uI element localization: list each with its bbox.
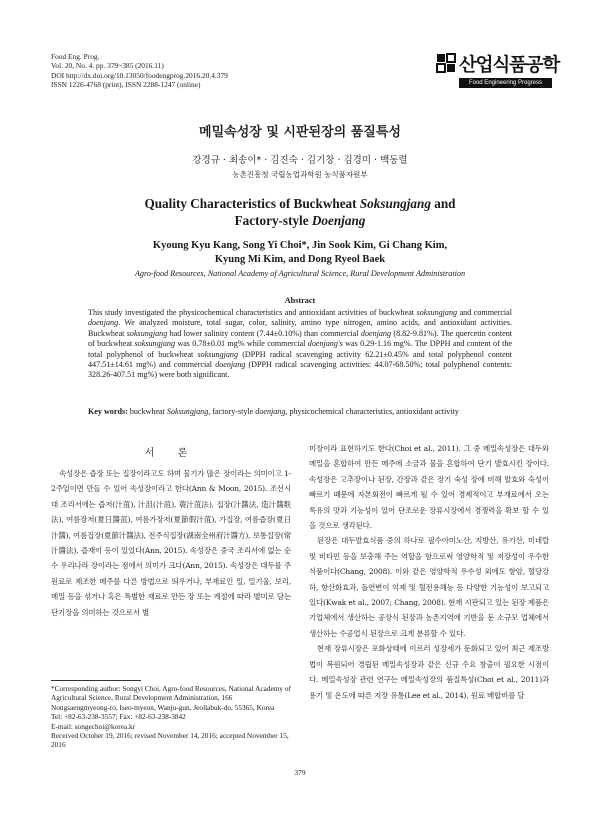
logo-text: 산업식품공학 [459,55,560,76]
abstract-body: This study investigated the physicochemical characteristics and antioxidant activities of buckwheat soksungjang and commercial doenjang. We analyzed moisture, total sugar, color, salinity, amino type nitrogen, amino acids, and antioxidant activities. Buckwheat soksungjang had lower salinity content (7.44±0.10%) than commercial doenjang (8.82-9.81%). The quercetin content of buckwheat soksungjang was 0.78±0.01 mg% while commercial doenjang's was 0.29-1.16 mg%. The DPPH and content of the total polyphenol of buckwheat soksungjang (DPPH radical scavenging activity 62.21±0.45% and total polyphenol content 447.51±14.61 mg%) and commercial doenjang (DPPH radical scavenging activities: 44.07-68.50%; total polyphenol contents: 328.26-407.51 mg%) were both significant. [88,308,513,380]
body-right-column [309,441,549,703]
title-english-line1: Quality Characteristics of Buckwheat Soksungjang and [144,196,456,211]
paragraph: 현재 장류시장은 포화상태에 이르러 성장세가 둔화되고 있어 최근 제조방법이 복원되어 경립된 메밀속성장과 같은 신규 수요 창출이 필요한 시점이다. 메밀속성장 관련 연구는 메밀속성장의 품질특성(Choi et al., 2011)과 용기 및 온도에 따른 저장 유통(Lee et al., 2014), 원료 배합비를 달 [309,644,549,700]
issn-line: ISSN 1226-4768 (print), ISSN 2288-1247 (online) [51,80,201,90]
paragraph: 미장이라 표현하기도 한다(Choi et al., 2011). 그 중 메밀속성장은 대두와 메밀을 혼합하여 만든 메주에 소금과 물을 혼합하여 단기 발효시킨 장이다. 속성장은 고추장이나 된장, 간장과 같은 장기 숙성 장에 비해 발효와 숙성이 빠르기 때문에 자본회전이 빠르게 될 수 있어 경제적이고 부재료에서 오는 특유의 맛과 기능성이 있어 단조로운 장류시장에서 경쟁력을 확보 할 수 있을 것으로 생각된다. [309,444,549,531]
received-dates: Received October 19, 2016; revised November 14, 2016; accepted November 15, 2016 [51,731,289,750]
journal-volume: Vol. 20, No. 4. pp. 379~385 (2016.11) [51,61,164,71]
journal-name: Food Eng. Prog. [51,52,100,61]
keywords-label: Key words: [88,407,128,416]
paragraph: 된장은 대두발효식품 중의 하나로 필수아미노산, 지방산, 유기산, 미네랄 및 비타민 등을 보충해 주는 역할을 함으로써 영양학적 및 저장성이 우수한 식품이다(Chang, 2008). 이와 같은 영양학적 우수성 외에도 항암, 혈당강하, 항산화효과, 돌연변이 억제 및 혈전용해능 등 다양한 기능성이 보고되고 있다(Kwak et al., 2007; Chang, 2008). 현재 시판되고 있는 된장 제품은 기업체에서 생산하는 공장식 된장과 농촌지역에 기반을 둔 소규모 업체에서 생산하는 수공업식 된장으로 크게 분류할 수 있다. [309,536,549,638]
title-english-line2: Factory-style Doenjang [234,213,366,228]
authors-korean: 강경규 · 최송이* · 김진숙 · 김기창 · 김경미 · 백동렬 [192,155,408,166]
logo-subtitle: Food Engineering Progress [459,78,552,88]
title-english [0,195,600,229]
keywords: Key words: buckwheat Soksungjang, factory-style doenjang, physicochemical characteristics, antioxidant activity [88,407,459,416]
doi-link[interactable]: DOI http://dx.doi.org/10.13050/foodengprog.2016.20.4.379 [51,70,228,80]
authors-english-line2: Kyung Mi Kim, and Dong Ryeol Baek [214,254,386,265]
section-heading-introduction: 서 론 [144,448,198,459]
affiliation-english: Agro-food Resources, National Academy of Agricultural Science, Rural Development Administration [134,269,466,278]
abstract-heading: Abstract [284,296,316,305]
contact-phone: Tel: +82-63-238-3557; Fax: +82-63-238-3842 [51,712,186,722]
contact-email[interactable]: E-mail: songechoi@korea.kr [51,721,136,731]
authors-english [0,239,600,267]
corresponding-author: *Corresponding author: Songyi Choi, Agro-food Resources, National Academy of Agricultural Science, Rural Development Administration, 166 Nongsaengmyeong-ro, Iseo-myeon, Wanju-gun, Jeollabuk-do, 55365, Korea [51,684,291,712]
footnote-divider [51,680,141,681]
title-korean: 메밀속성장 및 시판된장의 품질특성 [199,125,401,140]
authors-english-line1: Kyoung Kyu Kang, Song Yi Choi*, Jin Sook Kim, Gi Chang Kim, [152,240,448,251]
page-number: 379 [294,768,306,777]
footnote [51,684,291,750]
body-left-column [51,466,291,620]
logo-mark-icon [436,53,456,77]
journal-logo [436,51,560,91]
journal-header [51,52,228,90]
affiliation-korean: 농촌진흥청 국립농업과학원 농식품자원부 [232,170,368,179]
paragraph: 속성장은 즙장 또는 집장이라고도 하며 물기가 많은 장이라는 의미이고 1-2주일이면 만들 수 있어 속성장이라고 한다(Ann & Moon, 2015). 조선시대 조리서에는 즙저(汁菹), 汁沮(汁菹), 蓑汁菹法), 집장(汁醬法, 造汁醬麩法), 여름장저(夏日醬菹), 여름가장저(夏節假汁菹), 가집장, 여름즙장(夏日汁醬), 여름집장(夏節汁醬法), 전주식집장(湖南全州府汁醬方), 보통집장(常汁醬法), 즙재이 등이 있었다(Ann, 2015). 속성장은 중국 조리서에 없는 순수 우리나라 장이라는 점에서 의미가 크다(Ann, 2015). 속성장은 대두를 주원료로 제조한 메주를 다른 방법으로 띄우거나, 부재료인 밀, 밀기울, 보리, 메밀 등을 섞거나 혹은 특별한 재료로 만든 장 또는 계절에 따라 별미로 담는 단기장을 의미하는 것으로서 별 [51,469,291,617]
